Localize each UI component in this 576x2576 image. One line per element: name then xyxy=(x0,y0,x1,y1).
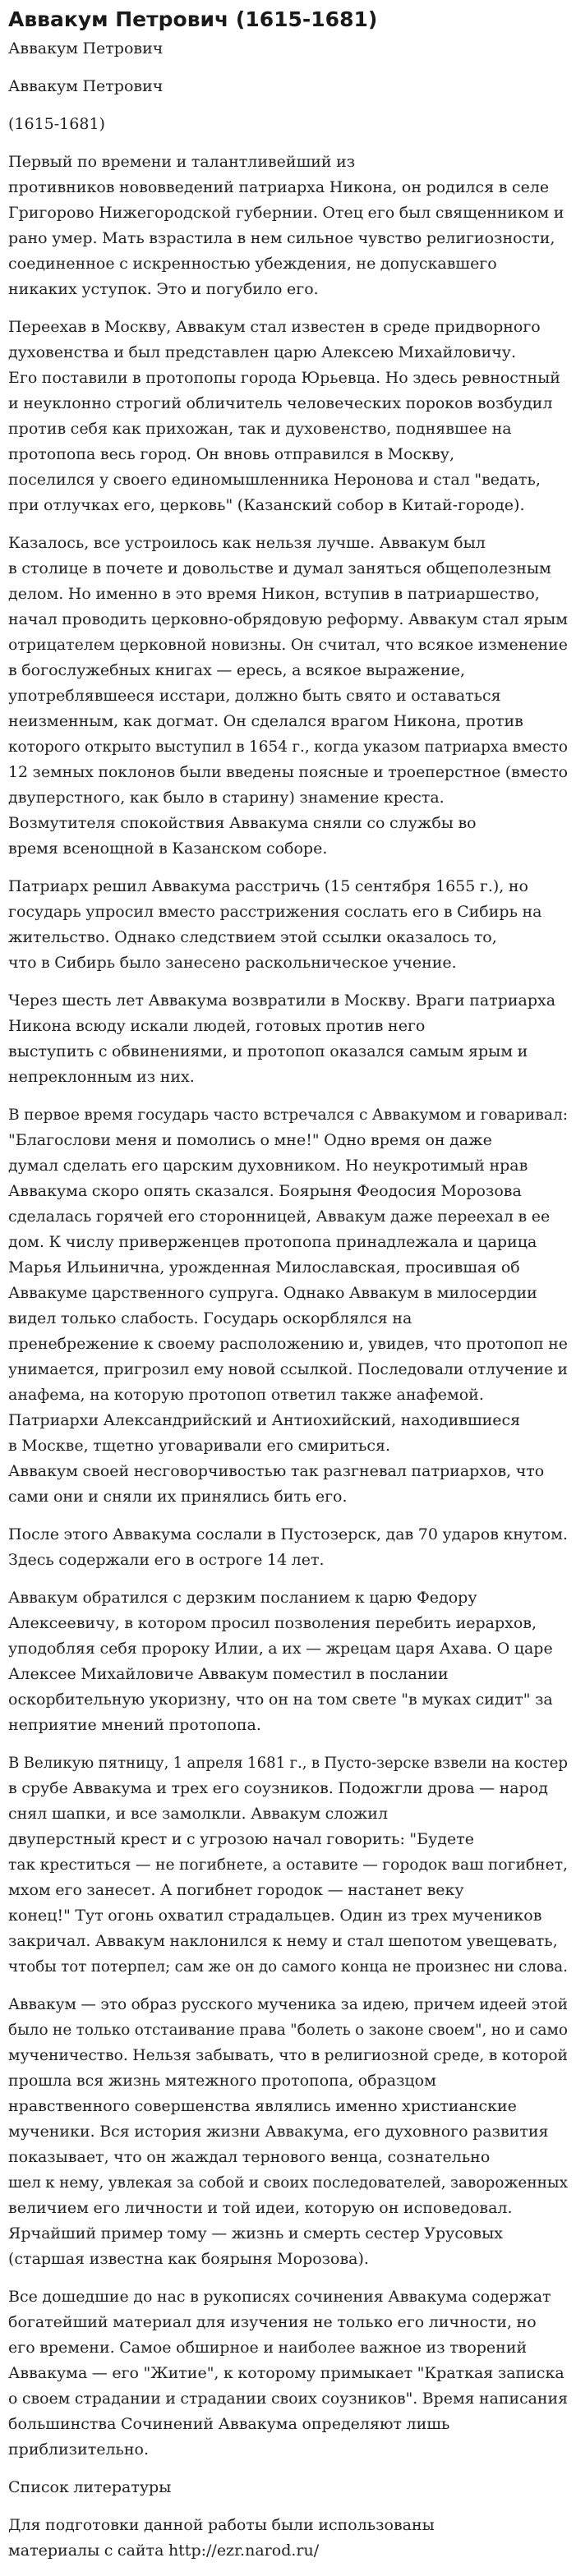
text-line: Переехав в Москву, Аввакум стал известен в среде придворного xyxy=(8,318,541,336)
text-line: никаких уступок. Это и погубило его. xyxy=(8,280,319,298)
text-line: двуперстный крест и с угрозою начал говорить: "Будете xyxy=(8,1830,474,1848)
text-line: двуперстного, как было в старину) знамение креста. xyxy=(8,789,445,807)
text-line: Список литературы xyxy=(8,2478,172,2496)
text-line: Алексеевичу, в котором просил позволения перебить иерархов, xyxy=(8,1614,537,1632)
text-line: так креститься — не погибнете, а оставите — городок ваш погибнет, xyxy=(8,1856,568,1874)
text-line: Патриархи Александрийский и Антиохийский, находившиеся xyxy=(8,1411,521,1429)
text-line: начал проводить церковно-обрядовую реформу. Аввакум стал ярым xyxy=(8,610,568,628)
text-line: Первый по времени и талантливейший из xyxy=(8,153,356,171)
text-line: против себя как прихожан, так и духовенство, поднявшее на xyxy=(8,420,512,438)
text-line: духовенства и был представлен царю Алексею Михайловичу. xyxy=(8,343,516,361)
text-line: Аввакум обратился с дерзким посланием к царю Федору xyxy=(8,1589,477,1607)
text-line: о своем страдании и страдании своих соузников". Время написания xyxy=(8,2390,568,2408)
text-line: унимается, пригрозил ему новой ссылкой. Последовали отлучение и xyxy=(8,1360,568,1378)
text-line: поселился у своего единомышленника Неронова и стал "ведать, xyxy=(8,471,541,489)
text-line: Аввакум — это образ русского мученика за идею, причем идеей этой xyxy=(8,1995,568,2013)
paragraph xyxy=(8,988,568,1090)
text-line: сами они и сняли их принялись бить его. xyxy=(8,1488,348,1506)
text-line: конец!" Тут огонь охватил страдальцев. Один из трех мучеников xyxy=(8,1907,542,1925)
text-line: (старшая известна как боярыня Морозова). xyxy=(8,2250,369,2268)
text-line: что в Сибирь было занесено раскольническое учение. xyxy=(8,954,457,972)
text-line: шел к нему, увлекая за собой и своих последователей, завороженных xyxy=(8,2174,569,2192)
text-line: пренебрежение к своему расположению и, увидев, что протопоп не xyxy=(8,1335,568,1353)
text-line: в Москве, тщетно уговаривали его смириться. xyxy=(8,1437,391,1455)
text-line: прошла вся жизнь мятежного протопопа, образцом xyxy=(8,2072,436,2090)
text-line: Никона всюду искали людей, готовых против него xyxy=(8,1017,426,1035)
paragraph xyxy=(8,2284,568,2463)
text-line: Здесь содержали его в остроге 14 лет. xyxy=(8,1551,325,1569)
paragraph xyxy=(8,1102,568,1510)
text-line: Ярчайший пример тому — жизнь и смерть сестер Урусовых xyxy=(8,2224,503,2242)
text-line: употреблявшееся исстари, должно быть свято и оставаться xyxy=(8,687,501,705)
text-line: протопопа весь город. Он вновь отправился в Москву, xyxy=(8,445,455,463)
text-line: "Благослови меня и помолись о мне!" Одно время он даже xyxy=(8,1131,492,1149)
text-line: выступить с обвинениями, и протопоп оказался самым ярым и xyxy=(8,1042,528,1060)
text-line: видел только слабость. Государь оскорблялся на xyxy=(8,1309,412,1327)
page-title: Аввакум Петрович (1615-1681) xyxy=(8,7,378,31)
text-line: В Великую пятницу, 1 апреля 1681 г., в Пусто-зерске взвели на костер xyxy=(8,1754,569,1772)
text-line: противников нововведений патриарха Никона, он родился в селе xyxy=(8,178,550,196)
text-line: Для подготовки данной работы были использованы xyxy=(8,2516,435,2534)
text-line: дом. К числу приверженцев протопопа принадлежала и царица xyxy=(8,1233,537,1251)
text-line: 12 земных поклонов были введены поясные и троеперстное (вместо xyxy=(8,763,569,781)
text-line: показывает, что он жаждал тернового венца, сознательно xyxy=(8,2148,491,2166)
text-line: неизменным, как догмат. Он сделался врагом Никона, против xyxy=(8,712,523,730)
text-line: думал сделать его царским духовником. Но неукротимый нрав xyxy=(8,1157,528,1175)
text-line: Аввакума скоро опять сказался. Боярыня Феодосия Морозова xyxy=(8,1182,522,1200)
text-line: оскорбительную укоризну, что он на том свете "в муках сидит" за xyxy=(8,1690,553,1709)
paragraph xyxy=(8,1585,568,1738)
text-line: анафема, на которую протопоп ответил также анафемой. xyxy=(8,1386,484,1404)
text-line: После этого Аввакума сослали в Пустозерск, дав 70 ударов кнутом. xyxy=(8,1525,568,1543)
text-line: неприятие мнений протопопа. xyxy=(8,1716,261,1734)
text-line: при отлучках его, церковь" (Казанский собор в Китай-городе). xyxy=(8,496,525,514)
text-line: Аввакум своей несговорчивостью так разгневал патриархов, что xyxy=(8,1462,545,1480)
text-line: Через шесть лет Аввакума возвратили в Москву. Враги патриарха xyxy=(8,991,556,1010)
text-line: Патриарх решил Аввакума расстричь (15 сентября 1655 г.), но xyxy=(8,877,528,895)
text-line: время всенощной в Казанском соборе. xyxy=(8,840,328,858)
text-line: было не только отстаивание права "болеть о законе своем", но и само xyxy=(8,2021,569,2039)
paragraph xyxy=(8,2513,568,2564)
author-name: Аввакум Петрович xyxy=(8,39,164,58)
text-line: закричал. Аввакум наклонился к нему и стал шепотом увещевать, xyxy=(8,1932,558,1950)
text-line: богатейший материал для изучения не только его личности, но xyxy=(8,2313,537,2331)
text-line: жительство. Однако следствием этой ссылки оказалось то, xyxy=(8,928,497,946)
paragraph xyxy=(8,2475,568,2500)
text-line: снял шапки, и все замолкли. Аввакум сложил xyxy=(8,1805,389,1823)
text-line: государь упросил вместо расстрижения сослать его в Сибирь на xyxy=(8,903,542,921)
text-line: Марья Ильинична, урожденная Милославская, просившая об xyxy=(8,1258,520,1276)
text-line: уподобляя себя пророку Илии, а их — жрецам царя Ахава. О царе xyxy=(8,1640,553,1658)
text-line: соединенное с искренностью убеждения, не допускавшего xyxy=(8,255,497,273)
paragraph xyxy=(8,874,568,976)
text-line: его времени. Самое обширное и наиболее важное из творений xyxy=(8,2339,528,2357)
paragraph xyxy=(8,531,568,862)
text-line: мученичество. Нельзя забывать, что в религиозной среде, в которой xyxy=(8,2046,569,2064)
text-line: материалы с сайта http://ezr.narod.ru/ xyxy=(8,2542,320,2560)
paragraph xyxy=(8,1992,568,2272)
text-line: в срубе Аввакума и трех его соузников. Подожгли дрова — народ xyxy=(8,1779,548,1797)
text-line: В первое время государь часто встречался с Аввакумом и говаривал: xyxy=(8,1106,569,1124)
text-line: чтобы тот потерпел; сам же он до самого конца не произнес ни слова. xyxy=(8,1957,568,1976)
life-dates: (1615-1681) xyxy=(8,115,105,133)
text-line: сделалась горячей его сторонницей, Аввакум даже переехал в ее xyxy=(8,1208,551,1226)
text-line: мхом его занесет. А погибнет городок — настанет веку xyxy=(8,1881,464,1899)
text-line: в богослужебных книгах — ересь, а всякое выражение, xyxy=(8,661,466,679)
author-name-repeat: Аввакум Петрович xyxy=(8,77,164,95)
text-line: непреклонным из них. xyxy=(8,1068,195,1086)
text-line: которого открыто выступил в 1654 г., когда указом патриарха вместо xyxy=(8,738,568,756)
text-line: большинства Сочинений Аввакума определяют лишь xyxy=(8,2415,450,2433)
text-line: Григорово Нижегородской губернии. Отец его был священником и xyxy=(8,204,564,222)
text-line: Алексее Михайловиче Аввакум поместил в послании xyxy=(8,1665,449,1683)
text-line: отрицателем церковной новизны. Он считал, что всякое изменение xyxy=(8,636,569,654)
text-line: величием его личности и той идеи, которую он исповедовал. xyxy=(8,2199,513,2217)
text-line: нравственного совершенства являлись именно христианские xyxy=(8,2097,517,2115)
article-body xyxy=(8,150,568,2564)
paragraph xyxy=(8,1522,568,1573)
paragraph xyxy=(8,1750,568,1980)
text-line: приблизительно. xyxy=(8,2440,149,2459)
text-line: Его поставили в протопопы города Юрьевца. Но здесь ревностный xyxy=(8,369,560,387)
text-line: делом. Но именно в это время Никон, вступив в патриаршество, xyxy=(8,585,540,603)
text-line: в столице в почете и довольстве и думал заняться общеполезным xyxy=(8,559,551,577)
text-line: Все дошедшие до нас в рукописях сочинения Аввакума содержат xyxy=(8,2288,551,2306)
text-line: Возмутителя спокойствия Аввакума сняли со службы во xyxy=(8,814,477,832)
text-line: Аввакуме царственного супруга. Однако Аввакум в милосердии xyxy=(8,1284,537,1302)
text-line: мученики. Вся история жизни Аввакума, его духовного развития xyxy=(8,2123,549,2141)
paragraph xyxy=(8,150,568,302)
text-line: и неуклонно строгий обличитель человеческих пороков возбудил xyxy=(8,394,553,412)
text-line: Аввакума — его "Житие", к которому примыкает "Краткая записка xyxy=(8,2364,564,2382)
paragraph xyxy=(8,315,568,518)
text-line: рано умер. Мать взрастила в нем сильное чувство религиозности, xyxy=(8,229,555,247)
text-line: Казалось, все устроилось как нельзя лучше. Аввакум был xyxy=(8,534,486,552)
